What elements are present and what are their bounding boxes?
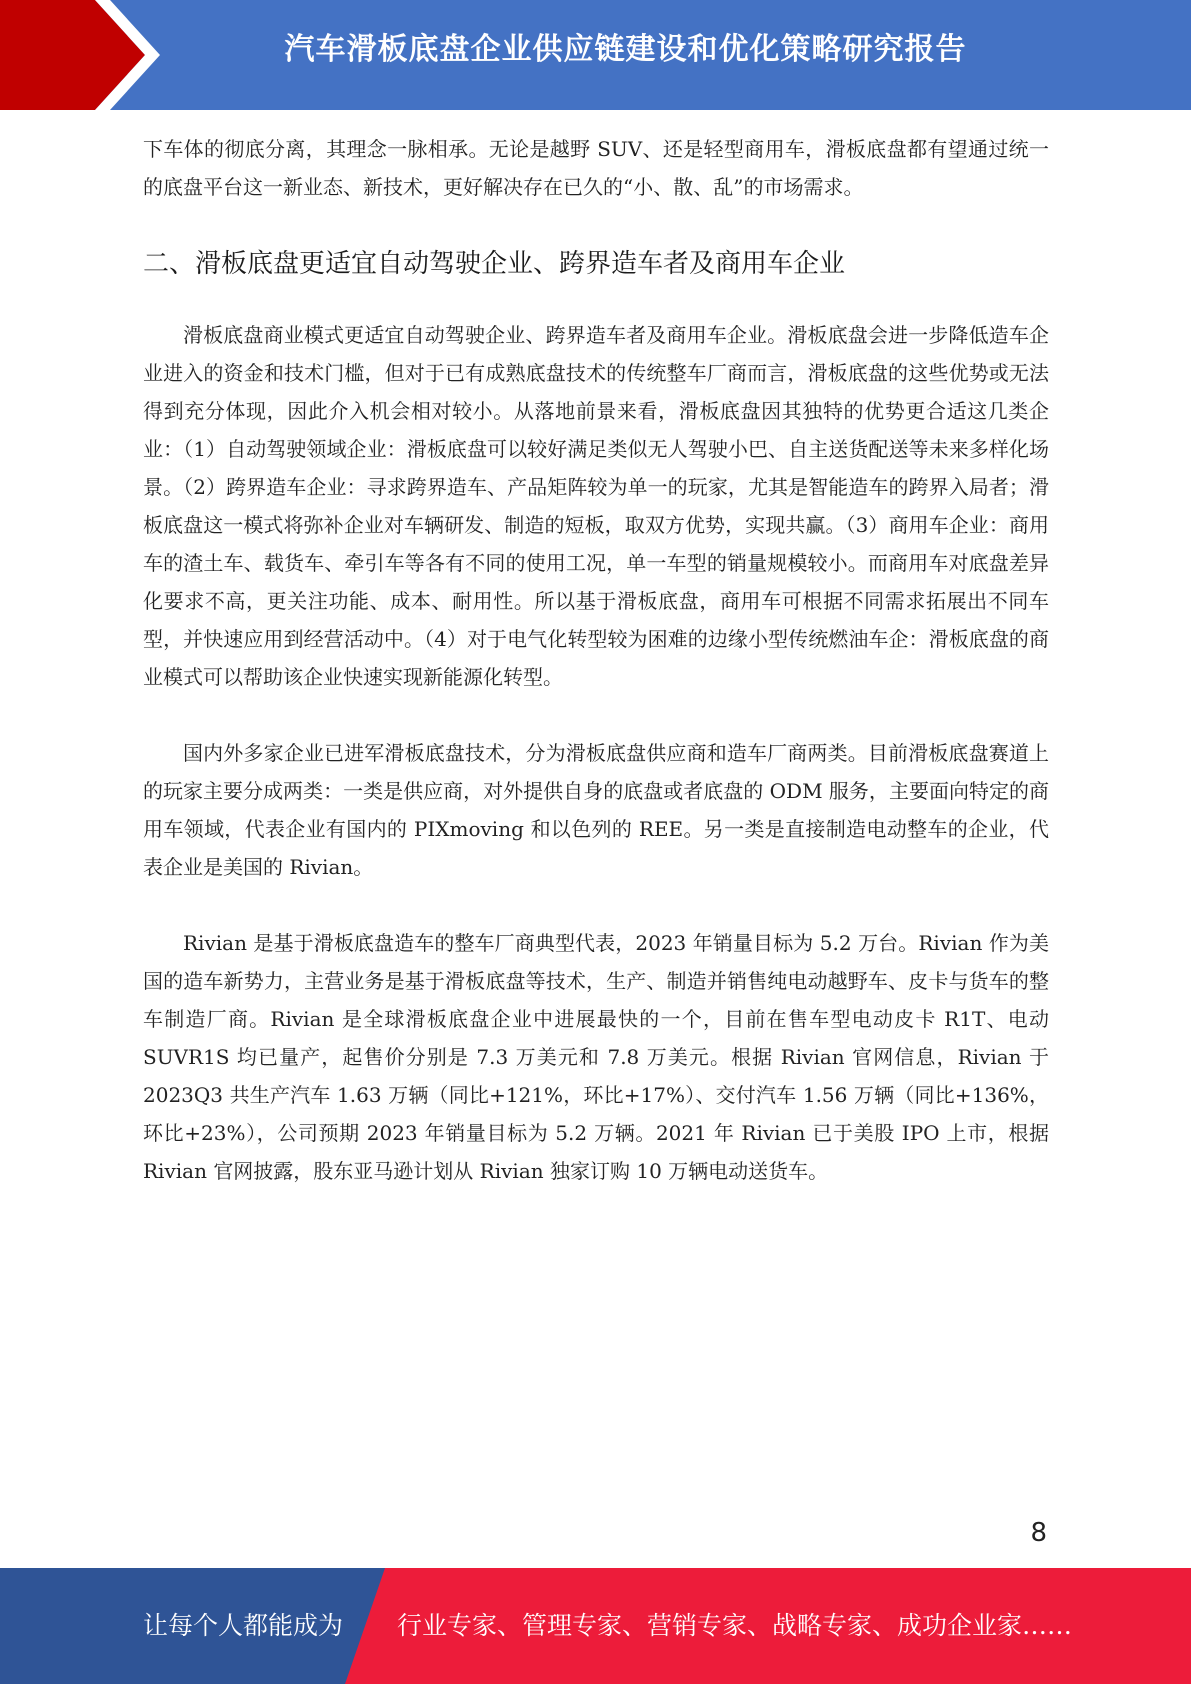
header-arrow-decoration	[0, 0, 160, 110]
page-header	[0, 0, 1191, 110]
footer-slogan-left: 让每个人都能成为	[143, 1611, 344, 1640]
page-footer	[0, 1568, 1191, 1684]
header-title: 汽车滑板底盘企业供应链建设和优化策略研究报告	[284, 32, 967, 67]
body-paragraph-1: 滑板底盘商业模式更适宜自动驾驶企业、跨界造车者及商用车企业。滑板底盘会进一步降低造车企业进入的资金和技术门槛，但对于已有成熟底盘技术的传统整车厂商而言，滑板底盘的这些优势或无法得到充分体现，因此介入机会相对较小。从落地前景来看，滑板底盘因其独特的优势更合适这几类企业：（1）自动驾驶领域企业：滑板底盘可以较好满足类似无人驾驶小巴、自主送货配送等未来多样化场景。（2）跨界造车企业：寻求跨界造车、产品矩阵较为单一的玩家，尤其是智能造车的跨界入局者；滑板底盘这一模式将弥补企业对车辆研发、制造的短板，取双方优势，实现共赢。（3）商用车企业：商用车的渣土车、载货车、牵引车等各有不同的使用工况，单一车型的销量规模较小。而商用车对底盘差异化要求不高，更关注功能、成本、耐用性。所以基于滑板底盘，商用车可根据不同需求拓展出不同车型，并快速应用到经营活动中。（4）对于电气化转型较为困难的边缘小型传统燃油车企：滑板底盘的商业模式可以帮助该企业快速实现新能源化转型。	[143, 323, 1049, 689]
continued-paragraph: 下车体的彻底分离，其理念一脉相承。无论是越野 SUV、还是轻型商用车，滑板底盘都有望通过统一的底盘平台这一新业态、新技术，更好解决存在已久的“小、散、乱”的市场需求。	[143, 137, 1049, 199]
body-paragraph-2: 国内外多家企业已进军滑板底盘技术，分为滑板底盘供应商和造车厂商两类。目前滑板底盘赛道上的玩家主要分成两类：一类是供应商，对外提供自身的底盘或者底盘的 ODM 服务，主要面向特定的商用车领域，代表企业有国内的 PIXmoving 和以色列的 REE。另一类是直接制造电动整车的企业，代表企业是美国的 Rivian。	[143, 741, 1049, 879]
body-paragraph-3: Rivian 是基于滑板底盘造车的整车厂商典型代表，2023 年销量目标为 5.2 万台。Rivian 作为美国的造车新势力，主营业务是基于滑板底盘等技术，生产、制造并销售纯电动越野车、皮卡与货车的整车制造厂商。Rivian 是全球滑板底盘企业中进展最快的一个，目前在售车型电动皮卡 R1T、电动 SUVR1S 均已量产，起售价分别是 7.3 万美元和 7.8 万美元。根据 Rivian 官网信息，Rivian 于 2023Q3 共生产汽车 1.63 万辆（同比+121%，环比+17%）、交付汽车 1.56 万辆（同比+136%，环比+23%），公司预期 2023 年销量目标为 5.2 万辆。2021 年 Rivian 已于美股 IPO 上市，根据 Rivian 官网披露，股东亚马逊计划从 Rivian 独家订购 10 万辆电动送货车。	[143, 931, 1049, 1183]
document-body	[143, 130, 1049, 1190]
page-number: 8	[1030, 1518, 1047, 1548]
paragraph-gap	[143, 696, 1049, 734]
section-heading: 二、滑板底盘更适宜自动驾驶企业、跨界造车者及商用车企业	[143, 249, 846, 279]
footer-slogan-right: 行业专家、管理专家、营销专家、战略专家、成功企业家……	[397, 1611, 1073, 1640]
paragraph-gap	[143, 886, 1049, 924]
